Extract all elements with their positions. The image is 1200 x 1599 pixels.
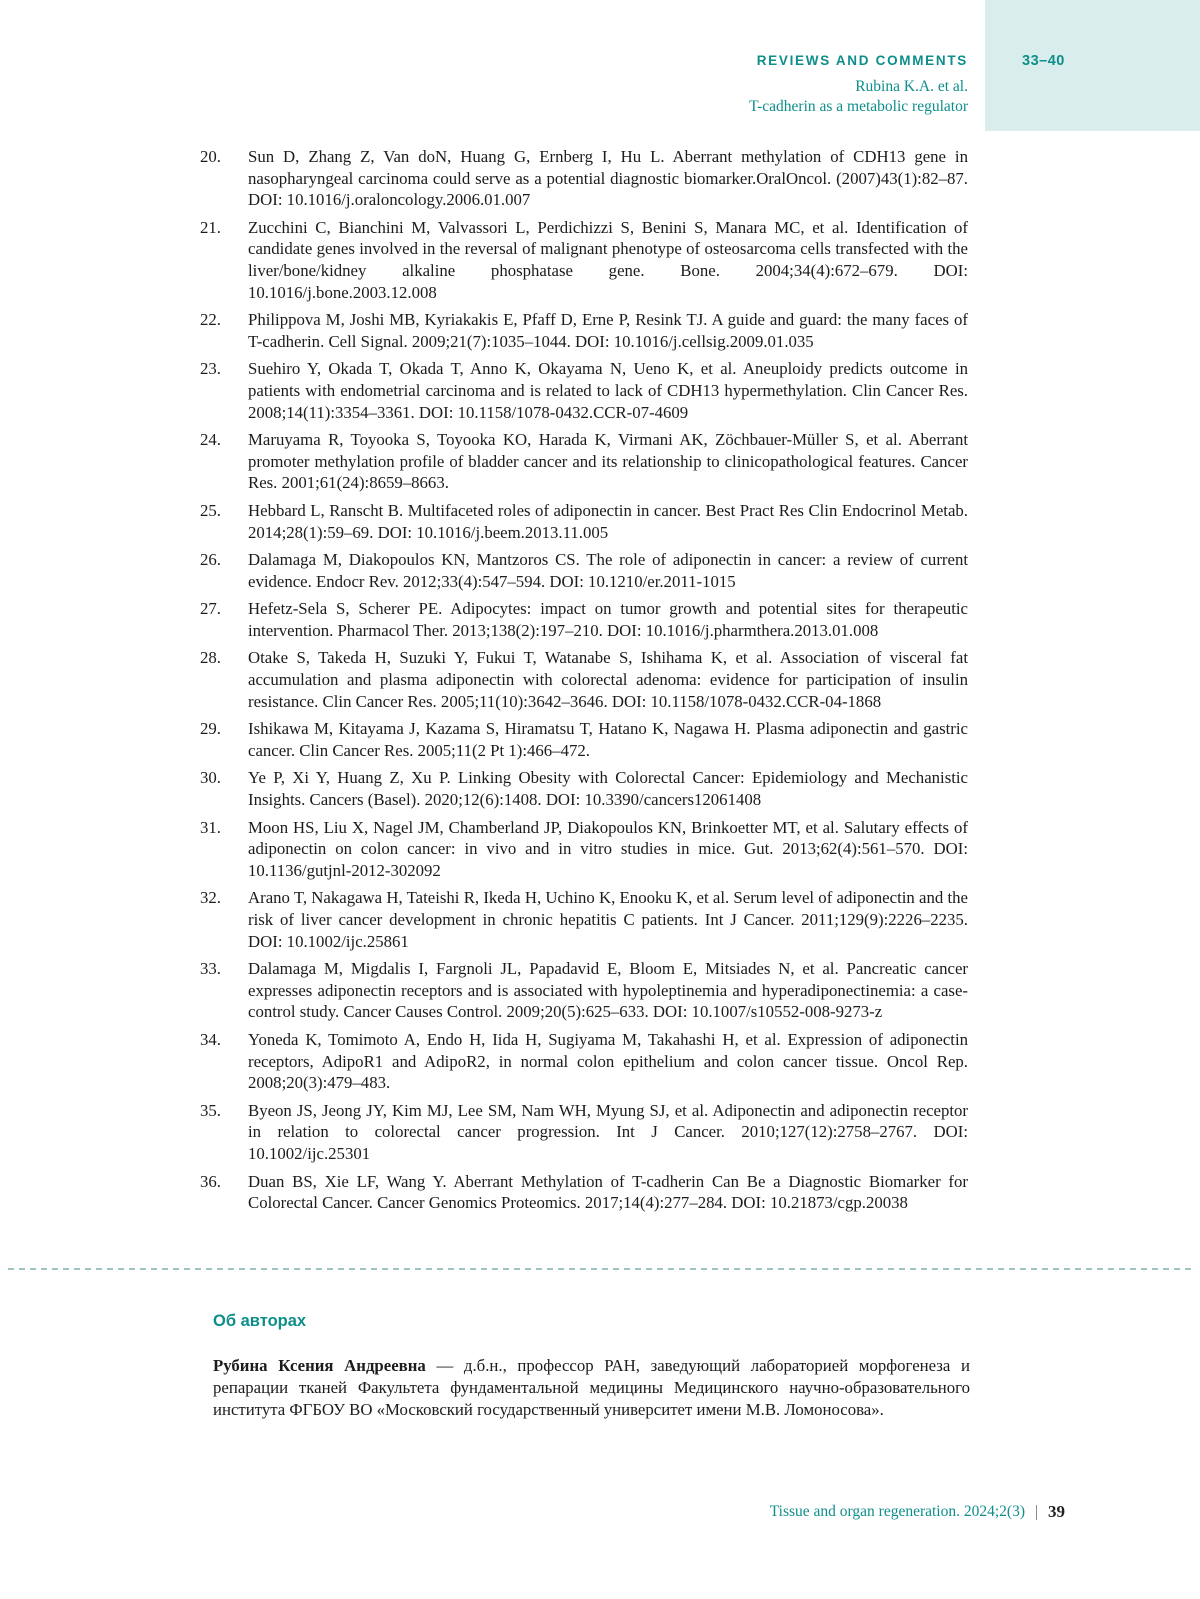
reference-number: 35. bbox=[200, 1100, 221, 1120]
reference-item bbox=[200, 718, 968, 761]
references-list bbox=[200, 146, 968, 1220]
reference-item bbox=[200, 767, 968, 810]
reference-item bbox=[200, 146, 968, 211]
reference-text: Arano T, Nakagawa H, Tateishi R, Ikeda H, Uchino K, Enooku K, et al. Serum level of adiponectin and the risk of liver cancer development in chronic hepatitis C patients. Int J Cancer. 2011;129(9):2226–2235. DOI: 10.1002/ijc.25861 bbox=[248, 888, 968, 951]
reference-text: Dalamaga M, Migdalis I, Fargnoli JL, Papadavid E, Bloom E, Mitsiades N, et al. Pancreatic cancer expresses adiponectin receptors and is associated with hypoleptinemia and hyperadiponectinemia: a case-control study. Cancer Causes Control. 2009;20(5):625–633. DOI: 10.1007/s10552-008-9273-z bbox=[248, 959, 968, 1022]
reference-number: 25. bbox=[200, 500, 221, 520]
reference-number: 22. bbox=[200, 310, 221, 330]
reference-text: Ishikawa M, Kitayama J, Kazama S, Hiramatsu T, Hatano K, Nagawa H. Plasma adiponectin and gastric cancer. Clin Cancer Res. 2005;11(2 Pt 1):466–472. bbox=[248, 719, 968, 760]
reference-text: Yoneda K, Tomimoto A, Endo H, Iida H, Sugiyama M, Takahashi H, et al. Expression of adiponectin receptors, AdipoR1 and AdipoR2, in normal colon epithelium and colon cancer tissue. Oncol Rep. 2008;20(3):479–483. bbox=[248, 1029, 968, 1093]
page-footer bbox=[770, 1502, 1065, 1522]
reference-number: 20. bbox=[200, 147, 221, 166]
reference-text: Otake S, Takeda H, Suzuki Y, Fukui T, Watanabe S, Ishihama K, et al. Association of visceral fat accumulation and plasma adiponectin with colorectal adenoma: evidence for participation of insulin resistance. Clin Cancer Res. 2005;11(10):3642–3646. DOI: 10.1158/1078-0432.CCR-04-1868 bbox=[248, 648, 968, 711]
reference-item bbox=[200, 598, 968, 641]
reference-text: Ye P, Xi Y, Huang Z, Xu P. Linking Obesity with Colorectal Cancer: Epidemiology and Mechanistic Insights. Cancers (Basel). 2020;12(6):1408. DOI: 10.3390/cancers12061408 bbox=[248, 768, 968, 810]
reference-item bbox=[200, 887, 968, 952]
reference-number: 30. bbox=[200, 768, 221, 788]
reference-item bbox=[200, 1100, 968, 1165]
reference-text: Hebbard L, Ranscht B. Multifaceted roles of adiponectin in cancer. Best Pract Res Clin Endocrinol Metab. 2014;28(1):59–69. DOI: 10.1016/j.beem.2013.11.005 bbox=[248, 500, 968, 542]
reference-number: 34. bbox=[200, 1029, 221, 1049]
reference-number: 28. bbox=[200, 648, 221, 668]
dashed-divider bbox=[8, 1268, 1192, 1270]
author-details: — д.б.н., профессор РАН, заведующий лабораторией морфогенеза и репарации тканей Факультета фундаментальной медицины Медицинского научно-образовательного института ФГБОУ ВО «Московский государственный университет имени М.В. Ломоносова». bbox=[213, 1356, 971, 1419]
reference-text: Sun D, Zhang Z, Van doN, Huang G, Ernberg I, Hu L. Aberrant methylation of CDH13 gene in nasopharyngeal carcinoma could serve as a potential diagnostic biomarker.OralOncol. (2007)43(1):82–87. DOI: 10.1016/j.oraloncology.2006.01.007 bbox=[248, 147, 968, 210]
reference-item bbox=[200, 1029, 968, 1094]
reference-item bbox=[200, 549, 968, 592]
reference-number: 26. bbox=[200, 550, 221, 570]
about-authors-heading: Об авторах bbox=[213, 1312, 307, 1330]
reference-text: Philippova M, Joshi MB, Kyriakakis E, Pfaff D, Erne P, Resink TJ. A guide and guard: the many faces of T-cadherin. Cell Signal. 2009;21(7):1035–1044. DOI: 10.1016/j.cellsig.2009.01.035 bbox=[248, 310, 968, 351]
reference-text: Zucchini C, Bianchini M, Valvassori L, Perdichizzi S, Benini S, Manara MC, et al. Identification of candidate genes involved in the reversal of malignant phenotype of osteosarcoma cells transfected with the liver/bone/kidney alkaline phosphatase gene. Bone. 2004;34(4):672–679. DOI: 10.1016/j.bone.2003.12.008 bbox=[248, 217, 968, 302]
running-article-title: T-cadherin as a metabolic regulator bbox=[749, 98, 968, 115]
reference-text: Duan BS, Xie LF, Wang Y. Aberrant Methylation of T-cadherin Can Be a Diagnostic Biomarker for Colorectal Cancer. Cancer Genomics Proteomics. 2017;14(4):277–284. DOI: 10.21873/cgp.20038 bbox=[248, 1171, 968, 1213]
reference-text: Hefetz-Sela S, Scherer PE. Adipocytes: impact on tumor growth and potential sites for therapeutic intervention. Pharmacol Ther. 2013;138(2):197–210. DOI: 10.1016/j.pharmthera.2013.01.008 bbox=[248, 599, 968, 640]
reference-text: Dalamaga M, Diakopoulos KN, Mantzoros CS. The role of adiponectin in cancer: a review of current evidence. Endocr Rev. 2012;33(4):547–594. DOI: 10.1210/er.2011-1015 bbox=[248, 550, 968, 591]
header-accent-band bbox=[985, 0, 1200, 131]
reference-text: Byeon JS, Jeong JY, Kim MJ, Lee SM, Nam WH, Myung SJ, et al. Adiponectin and adiponectin receptor in relation to colorectal cancer progression. Int J Cancer. 2010;127(12):2758–2767. DOI: 10.1002/ijc.25301 bbox=[248, 1100, 968, 1163]
footer-divider bbox=[1036, 1505, 1037, 1520]
reference-item bbox=[200, 309, 968, 352]
running-section-title: REVIEWS AND COMMENTS bbox=[756, 53, 968, 68]
reference-number: 36. bbox=[200, 1171, 221, 1191]
journal-citation: Tissue and organ regeneration. 2024;2(3) bbox=[769, 1503, 1025, 1520]
page-range: 33–40 bbox=[1022, 53, 1065, 69]
author-bio bbox=[213, 1355, 970, 1421]
reference-number: 32. bbox=[200, 888, 221, 908]
reference-number: 27. bbox=[200, 599, 221, 619]
reference-item bbox=[200, 817, 968, 882]
reference-item bbox=[200, 500, 968, 543]
reference-number: 24. bbox=[200, 430, 221, 450]
reference-item bbox=[200, 217, 968, 303]
reference-item bbox=[200, 358, 968, 423]
reference-item bbox=[200, 1171, 968, 1214]
reference-text: Moon HS, Liu X, Nagel JM, Chamberland JP, Diakopoulos KN, Brinkoetter MT, et al. Salutary effects of adiponectin on colon cancer: in vivo and in vitro studies in mice. Gut. 2013;62(4):561–570. DOI: 10.1136/gutjnl-2012-302092 bbox=[248, 817, 968, 880]
reference-text: Maruyama R, Toyooka S, Toyooka KO, Harada K, Virmani AK, Zöchbauer-Müller S, et al. Aberrant promoter methylation profile of bladder cancer and its relationship to clinicopathological features. Cancer Res. 2001;61(24):8659–8663. bbox=[248, 430, 968, 493]
author-name: Рубина Ксения Андреевна bbox=[213, 1356, 426, 1375]
running-authors: Rubina K.A. et al. bbox=[855, 78, 968, 95]
about-authors-section bbox=[213, 1312, 970, 1421]
reference-number: 29. bbox=[200, 719, 221, 739]
reference-item bbox=[200, 647, 968, 712]
page-number: 39 bbox=[1048, 1502, 1065, 1521]
reference-number: 21. bbox=[200, 217, 221, 237]
reference-number: 23. bbox=[200, 359, 221, 379]
reference-text: Suehiro Y, Okada T, Okada T, Anno K, Okayama N, Ueno K, et al. Aneuploidy predicts outcome in patients with endometrial carcinoma and is related to lack of CDH13 hypermethylation. Clin Cancer Res. 2008;14(11):3354–3361. DOI: 10.1158/1078-0432.CCR-07-4609 bbox=[248, 359, 968, 422]
reference-number: 31. bbox=[200, 817, 221, 837]
reference-number: 33. bbox=[200, 959, 221, 979]
reference-item bbox=[200, 429, 968, 494]
running-header bbox=[749, 53, 968, 117]
reference-item bbox=[200, 958, 968, 1023]
